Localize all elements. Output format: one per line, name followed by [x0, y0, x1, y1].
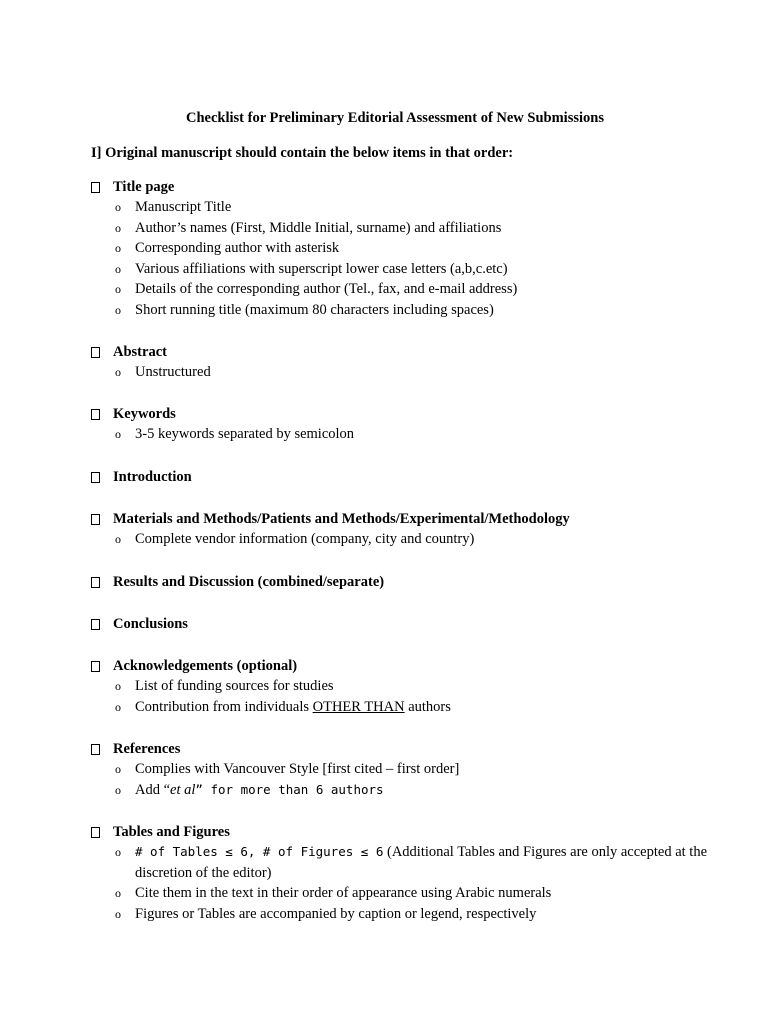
bullet-icon: o: [115, 886, 121, 901]
section-references: [91, 739, 741, 800]
bullet-icon: o: [115, 427, 121, 441]
section-title-page: [91, 177, 741, 321]
list-item: o 3-5 keywords separated by semicolon: [91, 424, 741, 445]
bullet-icon: o: [115, 302, 121, 317]
section-heading: Conclusions: [113, 616, 188, 632]
section-materials-methods: [91, 509, 741, 550]
section-heading: Tables and Figures: [113, 824, 230, 840]
checkbox-icon[interactable]: [91, 514, 100, 525]
section-abstract: [91, 342, 741, 383]
checkbox-icon[interactable]: [91, 347, 100, 358]
bullet-icon: o: [115, 679, 121, 693]
list-item: o List of funding sources for studies: [91, 676, 741, 697]
checkbox-icon[interactable]: [91, 472, 100, 483]
list-item: o Complete vendor information (company, city and country): [91, 529, 741, 550]
checkbox-icon[interactable]: [91, 577, 100, 588]
bullet-icon: o: [115, 282, 121, 297]
section-results-discussion: [91, 572, 741, 592]
section-heading: Introduction: [113, 469, 192, 485]
list-item: o Various affiliations with superscript lower case letters (a,b,c.etc): [91, 259, 741, 280]
checkbox-icon[interactable]: [91, 661, 100, 672]
section-heading: Title page: [113, 179, 175, 195]
bullet-icon: o: [115, 699, 121, 714]
section-heading: Materials and Methods/Patients and Methods/Experimental/Methodology: [113, 511, 570, 527]
checkbox-icon[interactable]: [91, 182, 100, 193]
list-item: o Details of the corresponding author (Tel., fax, and e-mail address): [91, 279, 741, 300]
intro-heading: I] Original manuscript should contain the below items in that order:: [91, 145, 514, 161]
section-heading: Results and Discussion (combined/separate): [113, 574, 385, 590]
section-heading: Abstract: [113, 344, 167, 360]
list-item: o Author’s names (First, Middle Initial, surname) and affiliations: [91, 218, 741, 239]
italic-text: et al: [170, 781, 196, 798]
section-heading: References: [113, 741, 181, 757]
section-introduction: [91, 467, 741, 487]
bullet-icon: o: [115, 906, 121, 921]
list-item: o Short running title (maximum 80 characters including spaces): [91, 300, 741, 321]
checkbox-icon[interactable]: [91, 619, 100, 630]
section-keywords: [91, 404, 741, 445]
bullet-icon: o: [115, 762, 121, 776]
document-title: Checklist for Preliminary Editorial Assessment of New Submissions: [186, 110, 604, 126]
section-tables-figures: [91, 822, 741, 924]
section-heading: Acknowledgements (optional): [113, 658, 298, 674]
checkbox-icon[interactable]: [91, 827, 100, 838]
list-item: o Complies with Vancouver Style [first cited – first order]: [91, 759, 741, 780]
checkbox-icon[interactable]: [91, 409, 100, 420]
bullet-icon: o: [115, 261, 121, 276]
section-acknowledgements: [91, 656, 741, 717]
list-item: o Corresponding author with asterisk: [91, 238, 741, 259]
list-item: o Add “et al” for more than 6 authors: [91, 780, 741, 801]
list-item: o # of Tables ≤ 6, # of Figures ≤ 6 (Additional Tables and Figures are only accepted at the discretion of the editor): [115, 844, 708, 881]
checkbox-icon[interactable]: [91, 744, 100, 755]
bullet-icon: o: [115, 845, 121, 859]
emphasis-text: OTHER THAN: [312, 698, 405, 715]
bullet-icon: o: [115, 782, 121, 797]
bullet-icon: o: [115, 241, 121, 256]
bullet-icon: o: [115, 200, 121, 214]
list-item: o Figures or Tables are accompanied by caption or legend, respectively: [91, 904, 741, 925]
list-item: o Contribution from individuals OTHER THAN authors: [91, 697, 741, 718]
bullet-icon: o: [115, 220, 121, 235]
list-item: o Cite them in the text in their order of appearance using Arabic numerals: [91, 883, 741, 904]
section-conclusions: [91, 614, 741, 634]
section-heading: Keywords: [113, 406, 176, 422]
bullet-icon: o: [115, 532, 121, 546]
list-item: o Manuscript Title: [91, 197, 741, 218]
bullet-icon: o: [115, 365, 121, 379]
list-item: o Unstructured: [91, 362, 741, 383]
